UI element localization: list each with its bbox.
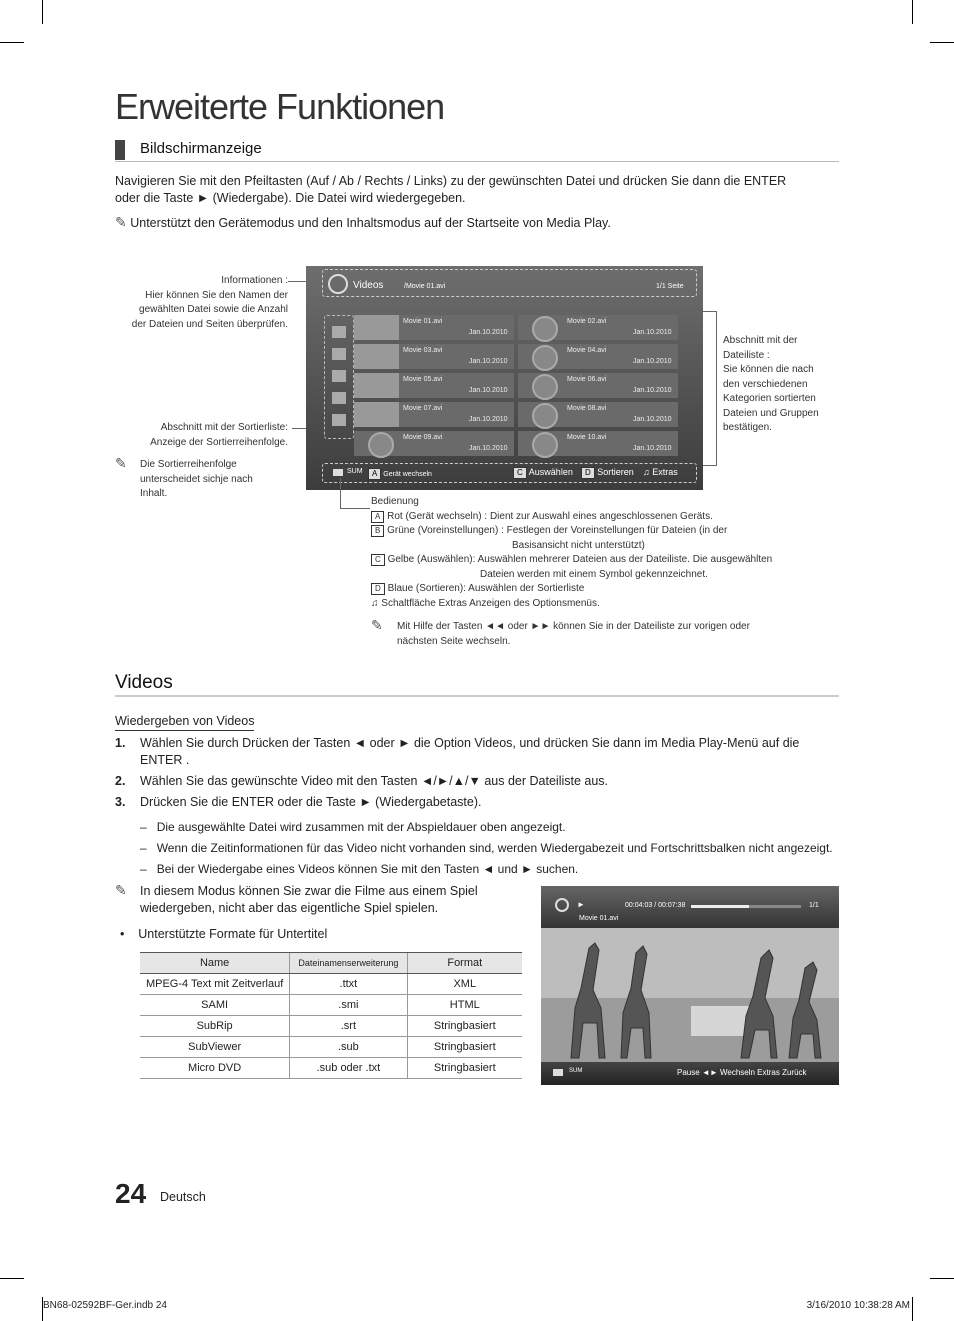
a-key-icon: A — [371, 511, 384, 523]
file-name[interactable]: Movie 07.avi — [403, 405, 443, 412]
film-reel-icon — [532, 374, 558, 400]
red-button-label: Gerät wechseln — [383, 471, 432, 478]
folder-icon — [332, 326, 346, 338]
control-yellow: Gelbe (Auswählen): Auswählen mehrerer Dateien aus der Dateiliste. Die ausgewählten — [387, 554, 773, 565]
film-reel-icon — [532, 403, 558, 429]
callout-files — [723, 334, 843, 436]
intro-note-text: Unterstützt den Gerätemodus und den Inhaltsmodus auf der Startseite von Media Play. — [130, 216, 611, 230]
file-date: Jan.10.2010 — [633, 329, 672, 336]
film-reel-icon — [532, 316, 558, 342]
dash-item: Wenn die Zeitinformationen für das Video nicht vorhanden sind, werden Wiedergabezeit und Fortschrittsbalken nicht angezeigt. — [156, 841, 833, 855]
table-header-row — [140, 953, 522, 974]
callout-files-line: Sie können die nach — [723, 364, 814, 375]
note-line: unterscheidet sichje nach — [140, 473, 253, 485]
bullet-item: • Unterstützte Formate für Untertitel — [120, 927, 328, 941]
note-icon: ✎ — [115, 214, 127, 230]
callout-info-line: gewählten Datei sowie die Anzahl — [139, 304, 288, 315]
print-timestamp: 3/16/2010 10:38:28 AM — [806, 1300, 910, 1311]
table-row — [140, 1037, 522, 1058]
file-date: Jan.10.2010 — [633, 416, 672, 423]
section-title: Bildschirmanzeige — [140, 140, 262, 157]
dash-item: Die ausgewählte Datei wird zusammen mit der Abspieldauer oben angezeigt. — [156, 820, 566, 834]
table-cell: .smi — [290, 995, 407, 1016]
table-row — [140, 1058, 522, 1079]
column-header: Format — [407, 953, 522, 974]
sort-list[interactable] — [324, 315, 354, 439]
device-icon — [333, 469, 343, 476]
device-name: SUM — [569, 1068, 583, 1074]
file-name[interactable]: Movie 03.avi — [403, 347, 443, 354]
video-thumbnail — [354, 373, 399, 398]
table-row — [140, 974, 522, 995]
note-line: Die Sortierreihenfolge — [140, 459, 237, 470]
device-name: SUM — [347, 468, 363, 475]
yellow-key-icon: C — [513, 467, 527, 479]
callout-sort-line: Abschnitt mit der Sortierliste: — [160, 422, 288, 433]
step-text: Wählen Sie das gewünschte Video mit den Tasten ◄/►/▲/▼ aus der Dateiliste aus. — [140, 774, 609, 788]
file-name[interactable]: Movie 08.avi — [567, 405, 607, 412]
video-thumbnail — [354, 315, 399, 340]
title-sort-icon — [332, 348, 346, 360]
tools-button-label: Extras — [652, 467, 678, 477]
language-label: Deutsch — [160, 1190, 206, 1204]
blue-button-label: Sortieren — [597, 467, 634, 477]
tools-icon: ♫ — [371, 597, 379, 609]
callout-sort-line: Anzeige der Sortierreihenfolge. — [150, 436, 288, 448]
table-row — [140, 1016, 522, 1037]
note-line: nächsten Seite wechseln. — [397, 635, 511, 647]
control-tools: Schaltfläche Extras Anzeigen des Optionsmenüs. — [381, 597, 600, 609]
tab-videos[interactable]: Videos — [353, 280, 384, 291]
file-path: /Movie 01.avi — [404, 283, 446, 290]
table-cell: .srt — [290, 1016, 407, 1037]
callout-line — [340, 478, 341, 509]
callout-line — [340, 508, 370, 509]
step-number: 2. — [115, 774, 126, 788]
yellow-button[interactable] — [513, 467, 573, 479]
controls-heading: Bedienung — [371, 496, 419, 507]
step-text-cont: ENTER . — [140, 753, 190, 767]
playback-control-bar — [541, 1062, 839, 1085]
video-thumbnail — [354, 402, 399, 427]
callout-info-line: Informationen : — [221, 275, 288, 286]
callout-files-line: Abschnitt mit der — [723, 335, 798, 346]
controls-note — [371, 617, 811, 649]
table-cell: Stringbasiert — [407, 1058, 522, 1079]
progress-fill — [691, 905, 749, 908]
table-cell: Micro DVD — [140, 1058, 290, 1079]
intro-line-2: oder die Taste ► (Wiedergabe). Die Datei wird wiedergegeben. — [115, 191, 466, 205]
video-playback-screen — [541, 886, 839, 1085]
mode-note — [115, 883, 515, 917]
file-date: Jan.10.2010 — [469, 358, 508, 365]
file-name[interactable]: Movie 05.avi — [403, 376, 443, 383]
control-red: Rot (Gerät wechseln) : Dient zur Auswahl eines angeschlossenen Geräts. — [387, 510, 713, 522]
callout-files-line: den verschiedenen — [723, 378, 808, 390]
tools-button[interactable] — [643, 467, 678, 477]
video-frame — [541, 928, 839, 1062]
file-name[interactable]: Movie 04.avi — [567, 347, 607, 354]
column-header: Name — [140, 953, 290, 974]
note-icon: ✎ — [115, 455, 127, 471]
table-cell: SAMI — [140, 995, 290, 1016]
star-icon — [332, 414, 346, 426]
bullet-text: Unterstützte Formate für Untertitel — [138, 927, 328, 941]
page-title: Erweiterte Funktionen — [115, 86, 445, 127]
file-date: Jan.10.2010 — [469, 387, 508, 394]
section-divider — [115, 161, 839, 162]
b-key-icon: B — [371, 525, 384, 537]
steps-list — [115, 735, 840, 811]
device-icon — [553, 1069, 563, 1076]
intro-text — [115, 173, 840, 207]
subtitle-format-table — [140, 952, 522, 1079]
tools-icon: ♫ — [643, 467, 650, 477]
control-green: Grüne (Voreinstellungen) : Festlegen der Voreinstellungen für Dateien (in der — [387, 525, 728, 536]
print-file-info: BN68-02592BF-Ger.indb 24 — [43, 1300, 167, 1311]
file-date: Jan.10.2010 — [469, 445, 508, 452]
table-cell: SubRip — [140, 1016, 290, 1037]
table-cell: .sub oder .txt — [290, 1058, 407, 1079]
note-line: Mit Hilfe der Tasten ◄◄ oder ►► können Sie in der Dateiliste zur vorigen oder — [397, 621, 750, 632]
step-number: 1. — [115, 736, 126, 750]
dash-item: Bei der Wiedergabe eines Videos können Sie mit den Tasten ◄ und ► suchen. — [156, 862, 579, 876]
giraffe-scene-image — [541, 928, 839, 1062]
table-cell: .sub — [290, 1037, 407, 1058]
playback-time: 00:04:03 / 00:07:38 — [625, 902, 686, 909]
file-date: Jan.10.2010 — [469, 416, 508, 423]
intro-line-1: Navigieren Sie mit den Pfeiltasten (Auf / Ab / Rechts / Links) zu der gewünschten Datei und drücken Sie dann die ENTER — [115, 174, 787, 188]
video-thumbnail — [354, 344, 399, 369]
file-name[interactable]: Movie 10.avi — [567, 434, 607, 441]
note-line: In diesem Modus können Sie zwar die Filme aus einem Spiel — [140, 884, 478, 898]
table-cell: XML — [407, 974, 522, 995]
file-date: Jan.10.2010 — [469, 329, 508, 336]
file-name[interactable]: Movie 09.avi — [403, 434, 443, 441]
page-number: 24 — [115, 1178, 147, 1209]
videos-icon — [328, 274, 348, 294]
film-reel-icon — [532, 432, 558, 458]
callout-files-line: Dateien und Gruppen — [723, 407, 819, 419]
table-cell: .ttxt — [290, 974, 407, 995]
file-count: 1/1 — [809, 902, 819, 909]
page-info: 1/1 Seite — [656, 283, 684, 290]
note-icon: ✎ — [115, 882, 127, 898]
c-key-icon: C — [371, 554, 385, 566]
calendar-icon — [332, 392, 346, 404]
section-divider — [115, 695, 839, 697]
step-number: 3. — [115, 795, 126, 809]
step-text: Drücken Sie die ENTER oder die Taste ► (Wiedergabetaste). — [140, 795, 482, 809]
table-cell: MPEG-4 Text mit Zeitverlauf — [140, 974, 290, 995]
callout-info — [110, 274, 288, 332]
file-list — [354, 315, 684, 460]
yellow-button-label: Auswählen — [528, 467, 573, 477]
media-play-screen — [306, 266, 703, 490]
blue-button[interactable] — [581, 467, 634, 479]
red-key-icon: A — [368, 468, 381, 480]
file-date: Jan.10.2010 — [633, 358, 672, 365]
file-date: Jan.10.2010 — [633, 387, 672, 394]
note-line: Inhalt. — [140, 488, 168, 499]
callout-files-line: Kategorien sortierten — [723, 393, 816, 404]
progress-bar[interactable] — [691, 905, 801, 908]
playback-controls[interactable]: Pause ◄► Wechseln Extras Zurück — [677, 1068, 807, 1077]
table-cell: Stringbasiert — [407, 1016, 522, 1037]
intro-note — [115, 214, 611, 232]
note-line: wiedergeben, nicht aber das eigentliche Spiel spielen. — [140, 901, 439, 915]
file-name[interactable]: Movie 02.avi — [567, 318, 607, 325]
control-yellow-cont: Dateien werden mit einem Symbol gekennzeichnet. — [480, 568, 708, 580]
callout-files-line: bestätigen. — [723, 422, 772, 433]
d-key-icon: D — [371, 583, 385, 595]
dash-list: – Die ausgewählte Datei wird zusammen mit der Abspieldauer oben angezeigt. – Wenn die Zeitinformationen für das Video nicht vorhanden sind, werden Wiedergabezeit und Fortschrittsbalken nicht angezeigt. – Bei der Wiedergabe eines Videos können Sie mit den Tasten ◄ und ► suchen. — [140, 820, 833, 876]
red-button[interactable] — [368, 468, 432, 480]
table-cell: HTML — [407, 995, 522, 1016]
control-blue: Blaue (Sortieren): Auswählen der Sortierliste — [387, 583, 585, 594]
table-cell: SubViewer — [140, 1037, 290, 1058]
callout-info-line: der Dateien und Seiten überprüfen. — [131, 318, 288, 330]
file-date: Jan.10.2010 — [633, 445, 672, 452]
file-name[interactable]: Movie 01.avi — [403, 318, 443, 325]
control-green-cont: Basisansicht nicht unterstützt) — [512, 539, 645, 551]
callout-sort-note — [115, 455, 285, 502]
note-icon: ✎ — [371, 617, 383, 633]
table-cell: Stringbasiert — [407, 1037, 522, 1058]
file-name[interactable]: Movie 06.avi — [567, 376, 607, 383]
callout-info-line: Hier können Sie den Namen der — [145, 289, 288, 301]
video-icon — [555, 898, 569, 912]
film-reel-icon — [368, 432, 394, 458]
play-icon: ► — [577, 900, 585, 909]
callout-files-line: Dateiliste : — [723, 349, 770, 361]
callout-sort — [110, 421, 288, 450]
step-text: Wählen Sie durch Drücken der Tasten ◄ oder ► die Option Videos, und drücken Sie dann im Media Play-Menü auf die — [140, 736, 800, 750]
blue-key-icon: D — [581, 467, 595, 479]
section-marker — [115, 140, 125, 160]
date-sort-icon — [332, 370, 346, 382]
subsection-title: Wiedergeben von Videos — [115, 713, 254, 731]
controls-description — [371, 495, 811, 611]
playing-file-name: Movie 01.avi — [579, 915, 619, 922]
film-reel-icon — [532, 345, 558, 371]
column-header: Dateinamenserweiterung — [290, 953, 407, 974]
section-title-videos: Videos — [115, 672, 173, 693]
table-row — [140, 995, 522, 1016]
control-bar — [322, 463, 697, 483]
